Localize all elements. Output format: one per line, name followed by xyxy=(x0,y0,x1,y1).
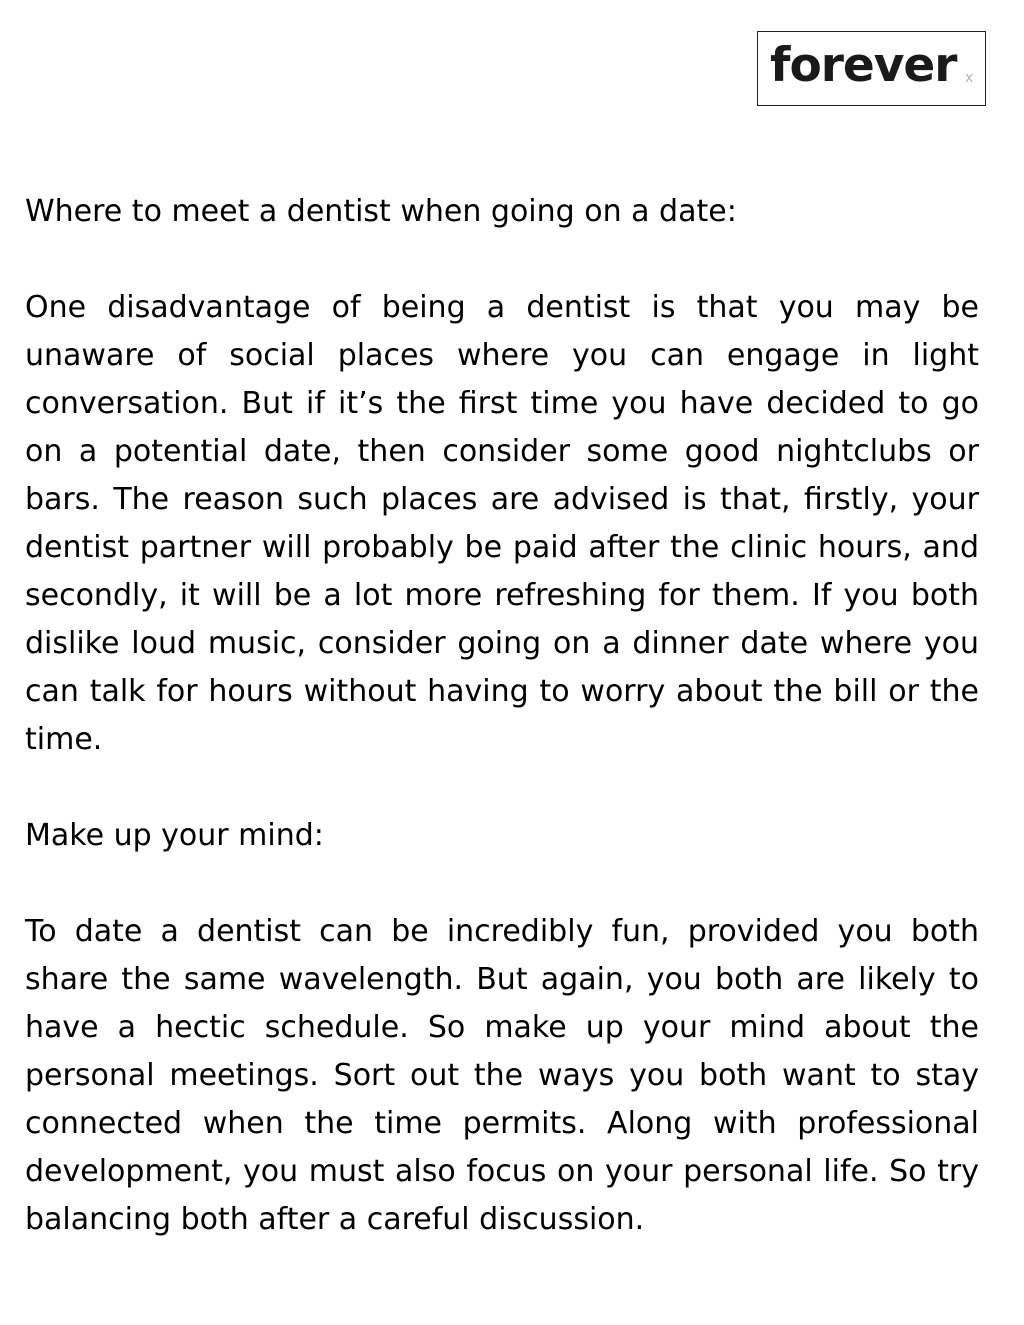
section-paragraph-where-to-meet: One disadvantage of being a dentist is that you may be unaware of social places where you can engage in light conversation. But if it’s the first time you have decided to go on a potential date, then consider some good nightclubs or bars. The reason such places are advised is that, firstly, your dentist partner will probably be paid after the clinic hours, and secondly, it will be a lot more refreshing for them. If you both dislike loud music, consider going on a dinner date where you can talk for hours without having to worry about the bill or the time. xyxy=(25,290,979,757)
logo-x-mark: x xyxy=(965,70,974,86)
section-heading-make-up-mind: Make up your mind: xyxy=(25,818,324,853)
logo-wordmark: forever xyxy=(770,38,957,93)
document-body xyxy=(25,188,979,1292)
forever-logo xyxy=(757,31,986,106)
section-heading-where-to-meet: Where to meet a dentist when going on a date: xyxy=(25,194,737,229)
section-paragraph-make-up-mind: To date a dentist can be incredibly fun, provided you both share the same wavelength. But again, you both are likely to have a hectic schedule. So make up your mind about the personal meetings. Sort out the ways you both want to stay connected when the time permits. Along with professional development, you must also focus on your personal life. So try balancing both after a careful discussion. xyxy=(25,914,979,1237)
